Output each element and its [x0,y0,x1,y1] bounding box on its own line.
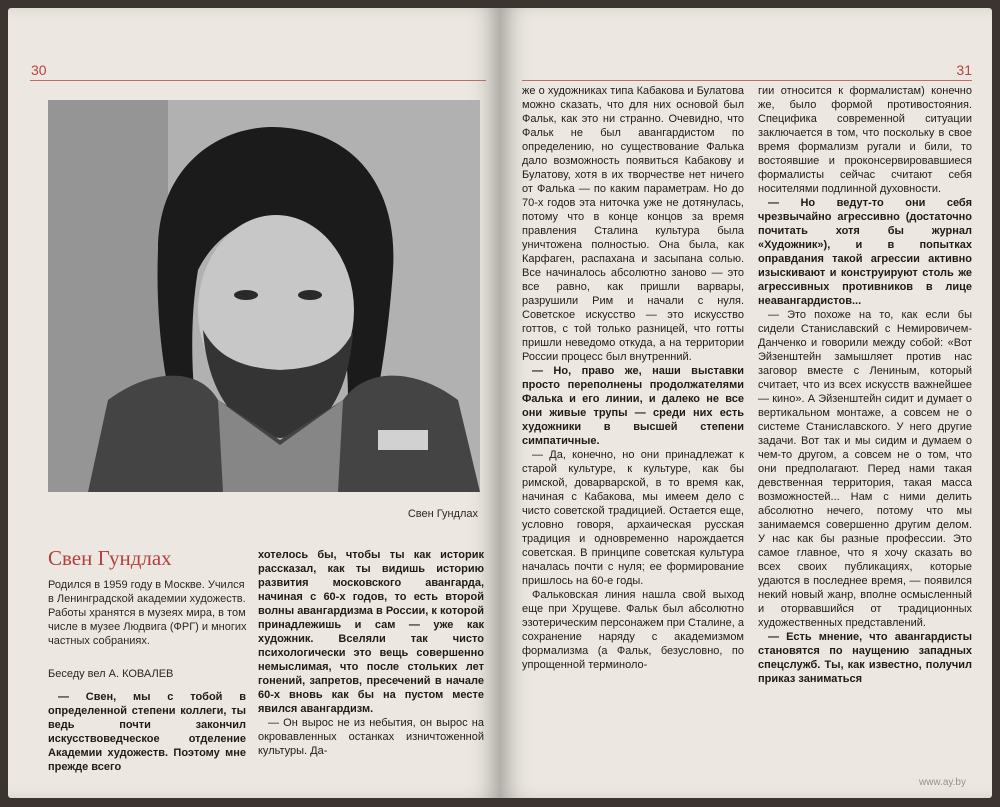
intro-question: — Свен, мы с тобой в определенной степени коллеги, ты ведь почти закончил искусствоведческое отделение Академии художеств. Поэтому мне прежде всего [48,691,246,773]
photo-caption: Свен Гундлах [407,508,478,520]
left-column-2 [258,548,484,758]
book-spread [8,8,992,798]
right-column-2 [758,84,972,686]
portrait-photo [48,100,480,492]
answer-2: — Да, конечно, но они принадлежат к старой культуре, к культуре, как бы римской, доварварской, в то время как, начиная с Кабакова, мы имеем дело с чисто советской традицией. Остается еще, условно говоря, архаическая русская традиция и одновременно нарождается советская. В принципе советская культура началась почти с нуля; ее формирование пришлось на 60-е годы. [522,449,744,587]
watermark: www.ay.by [918,777,966,788]
answer-3: — Это похоже на то, как если бы сидели Станиславский с Немировичем-Данченко и говорили между собой: «Вот Эйзенштейн замышляет против нас заговор вместе с Лениным, который считает, что из всех искусств важнейшее — кино». А Эйзенштейн сидит и думает о вертикальном монтаже, а совсем не о системе Станиславского. У него другие задачи. Вот так и мы сидим и думаем о чем-то другом, а совсем не о том, что они предполагают. Перед нами такая девственная территория, такая масса возможностей... Нам с ними делить абсолютно нечего, потому что мы занимаемся совершенно другим делом. У нас как бы разные профессии. Это самое главное, что я хочу сказать во всех своих публикациях, которые удаются в последнее время, — появился некий новый жанр, вполне осмысленный и оторвавшийся от традиционных художественных представлений. [758,309,972,629]
question-4: — Есть мнение, что авангардисты становятся по наущению западных спецслужб. Ты, как известно, получил приказ заниматься [758,631,972,685]
article-heading: Свен Гундлах [48,546,172,570]
question-text: хотелось бы, чтобы ты как историк рассказал, как ты видишь историю развития московского авангарда, начиная с 60-х годов, то есть второй волны авангардизма в России, к которой принадлежишь и сам — уже как художник. Вселяли так чисто психологически это вещь совершенно немыслимая, что после стольких лет гонений, запретов, пресечений в начале 60-х вновь как бы на пустом месте явился авангардизм. [258,549,484,715]
interviewer-credit: Беседу вел А. КОВАЛЕВ [48,668,174,680]
answer-2-cont: Фальковская линия нашла свой выход еще при Хрущеве. Фальк был абсолютно эзотерическим персонажем при Сталине, а сохранение наряду с академизмом формализма (а Фальк, безусловно, по упрощенной терминоло- [522,589,744,671]
answer-2-end: гии относится к формалистам) конечно же, было формой противостояния. Специфика современной ситуации заключается в том, что поскольку в свое время формализм ругали и били, то востоявшие и проконсервировавшиеся формалисты сейчас считают себя носителями подлинной духовности. [758,85,972,195]
answer-continued: же о художниках типа Кабакова и Булатова можно сказать, что для них основой был Фальк, как это ни странно. Очевидно, что Фальк не был авангардистом по определению, но существование Фалька дало возможность появиться Кабакову и Булатову, хотя в их творчестве нет ничего от Фалька — по каким параметрам. Но до 70-х годов эта ниточка уже не дотянулась, потому что в конце концов за время правления Сталина культура была уничтожена полностью. Она была, как Карфаген, распахана и засыпана солью. Все начиналось абсолютно заново — это все равно, как пришли варвары, разрушили Рим и начали с нуля. Советское искусство — это искусство готтов, с той только разницей, что готты пришли неведомо откуда, а на территории России процесс был внутренний. [522,85,744,363]
page-number-right: 31 [956,62,972,78]
portrait-illustration [48,100,480,492]
question-2: — Но, право же, наши выставки просто переполнены продолжателями Фалька и его линии, и далеко не все они живые трупы — среди них есть художники в высшей степени симпатичные. [522,365,744,447]
right-column-1 [522,84,744,672]
right-page [500,8,992,798]
page-number-left: 30 [31,62,47,78]
header-rule-right [522,80,972,81]
header-rule-left [30,80,486,81]
answer-text: — Он вырос не из небытия, он вырос на окровавленных останках изничтоженной культуры. Да- [258,717,484,757]
artist-bio: Родился в 1959 году в Москве. Учился в Ленинградской академии художеств. Работы хранятся в музеях мира, в том числе в музее Людвига (ФРГ) и многих частных собраниях. [48,579,247,647]
left-column-1 [48,690,246,774]
question-3: — Но ведут-то они себя чрезвычайно агрессивно (достаточно почитать хотя бы журнал «Художник»), и в попытках оправдания такой агрессии активно изыскивают и конструируют столь же агрессивных противников в лице неавангардистов... [758,197,972,307]
left-page [8,8,500,798]
